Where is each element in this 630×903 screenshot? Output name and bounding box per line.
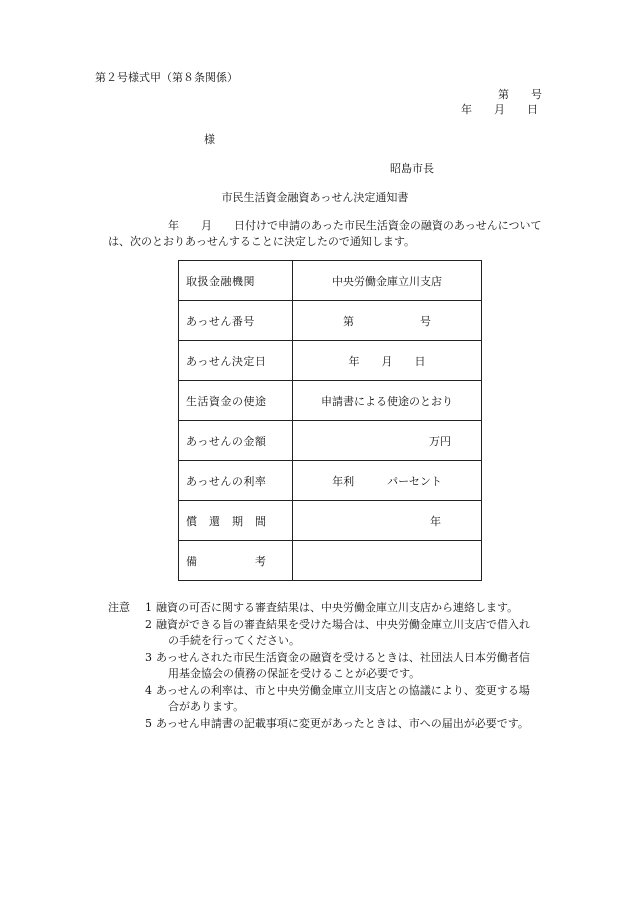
row-value: [293, 541, 482, 581]
note-text: 融資の可否に関する審査結果は、中央労働金庫立川支店から連絡します。: [156, 601, 519, 614]
note-text: あっせんの利率は、市と中央労働金庫立川支店との協議により、変更する場: [156, 683, 530, 697]
table-row: [179, 541, 482, 581]
issuer-name: 昭島市長: [390, 162, 434, 175]
table-row: [179, 461, 482, 501]
list-item: [108, 600, 578, 617]
table-row: [179, 381, 482, 421]
row-value: 年利 パーセント: [293, 461, 482, 501]
note-text: あっせんされた市民生活資金の融資を受けるときは、社団法人日本労働者信: [156, 650, 530, 664]
recipient-honorific: 様: [204, 133, 215, 146]
row-label: 備 考: [179, 541, 293, 581]
row-label: 取扱金融機関: [179, 261, 293, 301]
note-text-continued: の手続を行ってください。: [168, 634, 300, 647]
row-value: 第 号: [293, 301, 482, 341]
document-number: 第 号: [498, 88, 542, 101]
note-number: 5: [145, 716, 152, 730]
row-value: 年 月 日: [293, 341, 482, 381]
form-id: 第２号様式甲（第８条関係）: [95, 71, 238, 84]
note-number: 2: [145, 617, 152, 631]
list-item: [108, 650, 578, 683]
note-number: 4: [145, 683, 152, 697]
table-row: [179, 421, 482, 461]
intro-line-2: は、次のとおりあっせんすることに決定したので通知します。: [108, 235, 416, 248]
intro-line-1: 年 月 日付けで申請のあった市民生活資金の融資のあっせんについて: [168, 219, 542, 232]
list-item: [108, 683, 578, 716]
row-label: 生活資金の使途: [179, 381, 293, 421]
table-row: [179, 341, 482, 381]
note-number: 3: [145, 650, 152, 664]
note-text-continued: 用基金協会の債務の保証を受けることが必要です。: [168, 667, 421, 680]
row-label: あっせん番号: [179, 301, 293, 341]
row-value: 中央労働金庫立川支店: [293, 261, 482, 301]
row-label: あっせんの金額: [179, 421, 293, 461]
document-title: 市民生活資金融資あっせん決定通知書: [221, 191, 409, 204]
table-row: [179, 261, 482, 301]
table-row: [179, 501, 482, 541]
issue-date: 年 月 日: [461, 103, 538, 116]
row-value: 申請書による使途のとおり: [293, 381, 482, 421]
row-label: 償 還 期 間: [179, 501, 293, 541]
row-label: あっせん決定日: [179, 341, 293, 381]
note-text-continued: 合があります。: [168, 700, 245, 713]
row-value: 万円: [293, 421, 482, 461]
loan-details-table: [178, 260, 482, 581]
note-text: 融資ができる旨の審査結果を受けた場合は、中央労働金庫立川支店で借入れ: [156, 617, 530, 631]
row-label: あっせんの利率: [179, 461, 293, 501]
note-number: 1: [145, 601, 152, 614]
list-item: [108, 617, 578, 650]
row-value: 年: [293, 501, 482, 541]
list-item: [108, 716, 578, 733]
notes-section: [108, 600, 578, 732]
notes-label: 注意: [108, 601, 130, 614]
table-row: [179, 301, 482, 341]
note-text: あっせん申請書の記載事項に変更があったときは、市への届出が必要です。: [156, 716, 529, 730]
